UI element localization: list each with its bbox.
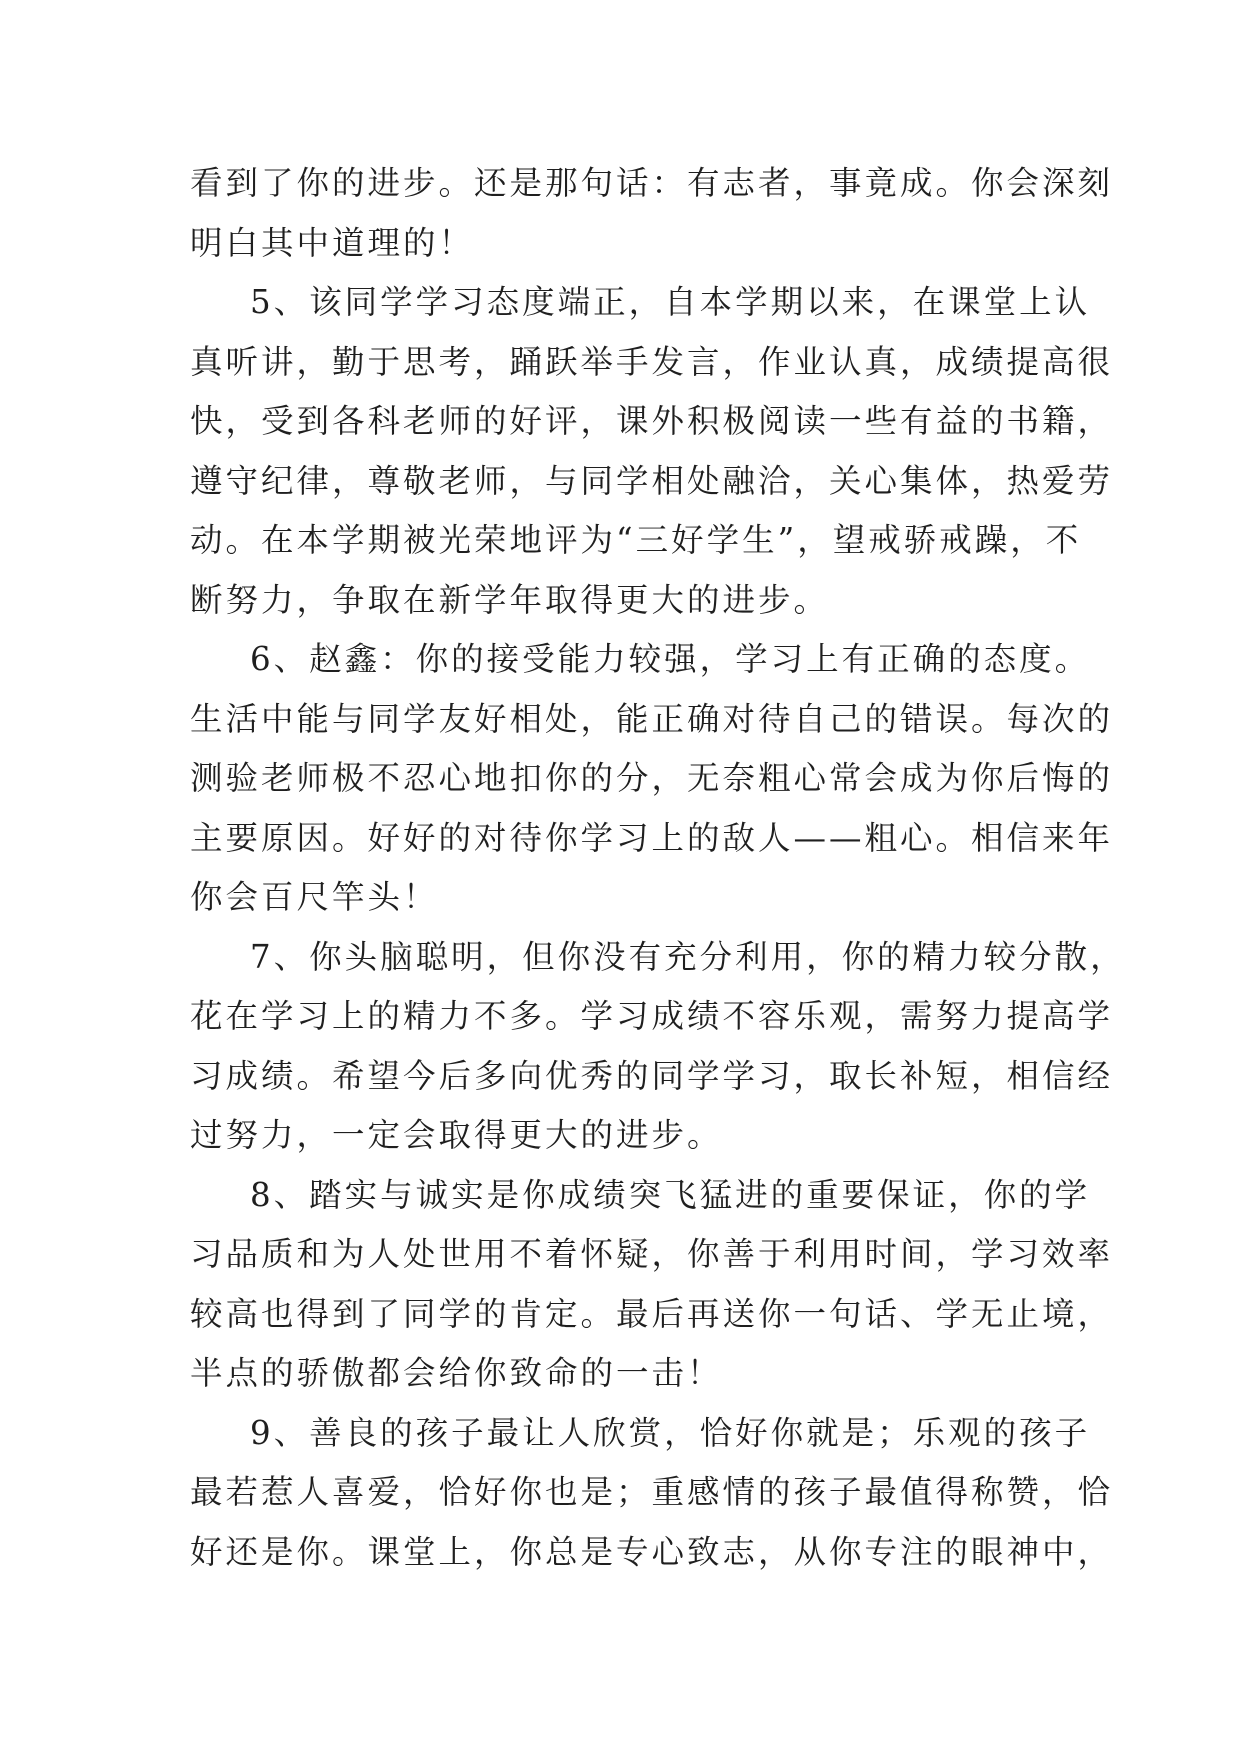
text-line: 最若惹人喜爱，恰好你也是；重感情的孩子最值得称赞，恰 bbox=[190, 1473, 1114, 1511]
text-line: 断努力，争取在新学年取得更大的进步。 bbox=[190, 580, 830, 619]
text-line: 快，受到各科老师的好评，课外积极阅读一些有益的书籍， bbox=[190, 402, 1114, 440]
text-line: 生活中能与同学友好相处，能正确对待自己的错误。每次的 bbox=[190, 699, 1114, 738]
text-line: 真听讲，勤于思考，踊跃举手发言，作业认真，成绩提高很 bbox=[190, 342, 1114, 381]
text-line: 遵守纪律，尊敬老师，与同学相处融洽，关心集体，热爱劳 bbox=[190, 461, 1114, 500]
paragraph-start-5: 5、该同学学习态度端正，自本学期以来，在课堂上认 bbox=[250, 283, 1091, 321]
text-line: 好还是你。课堂上，你总是专心致志，从你专注的眼神中， bbox=[190, 1532, 1114, 1571]
text-line: 主要原因。好好的对待你学习上的敌人——粗心。相信来年 bbox=[190, 818, 1114, 857]
text-line: 习品质和为人处世用不着怀疑，你善于利用时间，学习效率 bbox=[190, 1235, 1114, 1273]
text-line: 明白其中道理的！ bbox=[190, 223, 475, 262]
text-line: 看到了你的进步。还是那句话：有志者，事竟成。你会深刻 bbox=[190, 164, 1114, 202]
text-line: 动。在本学期被光荣地评为“三好学生”，望戒骄戒躁，不 bbox=[190, 521, 1082, 559]
text-line: 较高也得到了同学的肯定。最后再送你一句话、学无止境， bbox=[190, 1294, 1114, 1333]
document-body bbox=[190, 154, 1126, 1582]
text-line: 你会百尺竿头！ bbox=[190, 878, 439, 916]
text-line: 半点的骄傲都会给你致命的一击！ bbox=[190, 1354, 723, 1392]
paragraph-start-9: 9、善良的孩子最让人欣赏，恰好你就是；乐观的孩子 bbox=[250, 1413, 1091, 1452]
paragraph-start-8: 8、踏实与诚实是你成绩突飞猛进的重要保证，你的学 bbox=[250, 1175, 1091, 1214]
paragraph-start-7: 7、你头脑聪明，但你没有充分利用，你的精力较分散， bbox=[250, 937, 1126, 976]
text-line: 过努力，一定会取得更大的进步。 bbox=[190, 1116, 723, 1154]
text-line: 习成绩。希望今后多向优秀的同学学习，取长补短，相信经 bbox=[190, 1056, 1114, 1095]
text-line: 花在学习上的精力不多。学习成绩不容乐观，需努力提高学 bbox=[190, 997, 1114, 1035]
paragraph-start-6: 6、赵鑫：你的接受能力较强，学习上有正确的态度。 bbox=[250, 640, 1091, 678]
text-line: 测验老师极不忍心地扣你的分，无奈粗心常会成为你后悔的 bbox=[190, 759, 1114, 797]
